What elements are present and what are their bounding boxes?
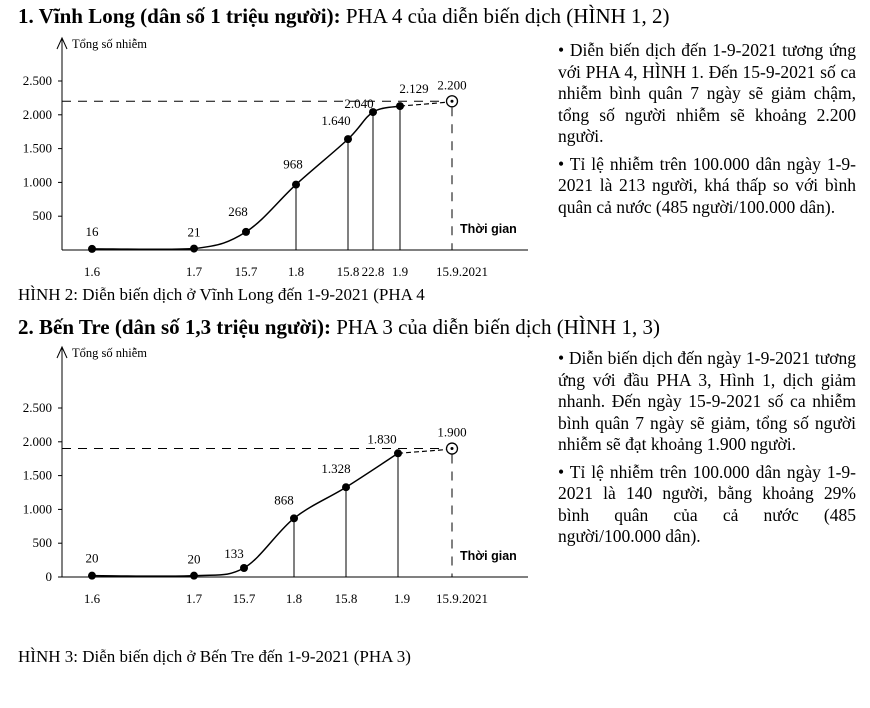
x-tick-label: 1.9 [393, 591, 411, 606]
chart-ben-tre [18, 343, 538, 628]
data-point [292, 181, 300, 189]
section2-heading [18, 315, 660, 340]
section2-heading-bold: 2. Bến Tre (dân số 1,3 triệu người): [18, 315, 331, 339]
y-tick-label: 2.000 [22, 106, 52, 122]
section1-note-2: • Tỉ lệ nhiễm trên 100.000 dân ngày 1-9-2021 là 213 người, khá thấp so với bình quân cả nước (485 người/100.000 dân). [558, 153, 856, 217]
series-line [92, 453, 398, 576]
x-axis-title: Thời gian [460, 222, 517, 236]
x-axis-title: Thời gian [460, 549, 517, 563]
section1-heading-bold: 1. Vĩnh Long (dân số 1 triệu người): [18, 4, 341, 28]
data-label: 268 [228, 203, 248, 219]
x-tick-label: 1.7 [185, 264, 203, 279]
x-tick-label: 1.6 [83, 591, 101, 606]
data-label: 16 [85, 223, 99, 239]
x-tick-label: 1.6 [83, 264, 101, 279]
data-point [342, 483, 350, 491]
data-label: 868 [274, 492, 294, 508]
data-point [290, 514, 298, 522]
y-tick-label: 2.500 [22, 73, 52, 88]
data-label: 1.640 [321, 113, 351, 129]
projection-label: 2.200 [437, 77, 467, 93]
section1-caption: HÌNH 2: Diễn biến dịch ở Vĩnh Long đến 1-9-2021 (PHA 4 [18, 285, 425, 304]
y-axis-title: Tổng số nhiễm [72, 346, 147, 360]
y-tick-label: 1.000 [22, 501, 52, 517]
y-tick-label: 500 [32, 535, 52, 551]
x-tick-label: 15.9.2021 [436, 591, 488, 606]
projection-point-center [451, 100, 454, 103]
section1-heading-rest: PHA 4 của diễn biến dịch (HÌNH 1, 2) [340, 4, 670, 28]
data-point [394, 449, 402, 457]
chart-vinh-long-svg [18, 34, 538, 284]
section2-notes [558, 348, 856, 554]
y-tick-label: 500 [32, 208, 52, 224]
x-tick-label: 15.7 [232, 591, 256, 606]
data-label: 2.129 [399, 81, 429, 97]
data-point [190, 245, 198, 253]
data-point [190, 572, 198, 580]
x-tick-label: 1.9 [391, 264, 409, 279]
chart-ben-tre-svg [18, 343, 538, 643]
projection-line [400, 102, 446, 106]
x-tick-label: 1.8 [287, 264, 305, 279]
y-tick-label: 2.500 [22, 400, 52, 415]
data-point [344, 135, 352, 143]
projection-point-center [451, 447, 454, 450]
x-tick-label: 22.8 [361, 264, 385, 279]
y-tick-label: 1.000 [22, 174, 52, 190]
data-label: 968 [283, 156, 303, 172]
x-tick-label: 15.9.2021 [436, 264, 488, 279]
projection-label: 1.900 [437, 424, 467, 440]
y-tick-label: 0 [45, 569, 52, 584]
y-axis-title: Tổng số nhiễm [72, 37, 147, 51]
data-label: 20 [187, 551, 201, 567]
section1-note-1: • Diễn biến dịch đến 1-9-2021 tương ứng với PHA 4, HÌNH 1. Đến 15-9-2021 số ca nhiễm bình quân 7 ngày sẽ giảm chậm, tổng số người nhiễm sẽ khoảng 2.200 người. [558, 40, 856, 146]
x-tick-label: 15.7 [234, 264, 258, 279]
data-point [88, 245, 96, 253]
series-line [92, 106, 400, 249]
projection-line [398, 450, 446, 454]
section1-heading [18, 4, 670, 29]
x-tick-label: 1.8 [285, 591, 303, 606]
x-tick-label: 1.7 [185, 591, 203, 606]
y-tick-label: 2.000 [22, 433, 52, 449]
data-label: 133 [224, 546, 244, 562]
data-point [240, 564, 248, 572]
chart-vinh-long [18, 34, 538, 319]
section2-note-1: • Diễn biến dịch đến ngày 1-9-2021 tương ứng với đầu PHA 3, Hình 1, dịch giảm nhanh. Đến ngày 15-9-2021 số ca nhiễm bình quân 7 ngày sẽ giảm, tổng số người nhiễm sẽ đạt khoảng 1.900 người. [558, 348, 856, 454]
y-tick-label: 1.500 [22, 467, 52, 483]
section2-heading-rest: PHA 3 của diễn biến dịch (HÌNH 1, 3) [331, 315, 660, 339]
x-tick-label: 15.8 [336, 264, 360, 279]
section2-note-2: • Tỉ lệ nhiễm trên 100.000 dân ngày 1-9-2021 là 140 người, bằng khoảng 29% bình quân của cả nước (485 người/100.000 dân). [558, 461, 856, 546]
section2-caption: HÌNH 3: Diễn biến dịch ở Bến Tre đến 1-9-2021 (PHA 3) [18, 647, 411, 666]
data-point [88, 572, 96, 580]
data-label: 1.830 [367, 431, 397, 447]
data-point [242, 228, 250, 236]
data-label: 1.328 [321, 461, 351, 477]
section1-notes [558, 40, 856, 224]
data-label: 20 [85, 550, 99, 566]
x-tick-label: 15.8 [334, 591, 358, 606]
data-label: 2.040 [344, 96, 374, 112]
data-label: 21 [187, 224, 201, 240]
y-tick-label: 1.500 [22, 140, 52, 156]
data-point [396, 102, 404, 110]
